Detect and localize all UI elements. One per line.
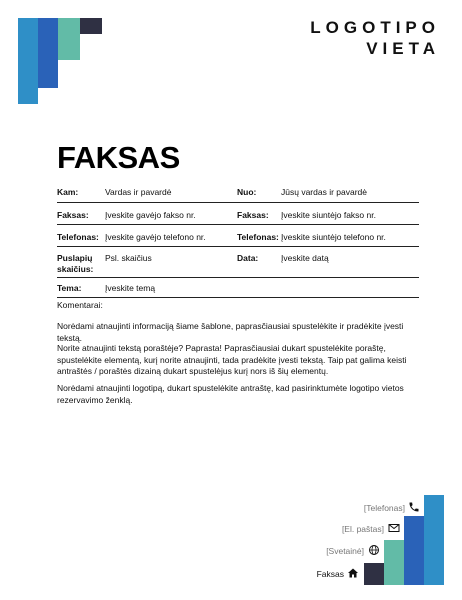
subject-label: Tema: — [57, 283, 82, 293]
to-value[interactable]: Vardas ir pavardė — [105, 187, 172, 197]
recipient-phone-value[interactable]: Įveskite gavėjo telefono nr. — [105, 232, 206, 242]
page-count-label — [57, 253, 93, 275]
globe-icon — [368, 544, 380, 556]
header-bar-teal — [58, 18, 80, 60]
header-bar-blue — [18, 18, 38, 104]
to-label: Kam: — [57, 187, 79, 197]
footer-bar-deep-blue — [404, 516, 424, 585]
sender-phone-label: Telefonas: — [237, 232, 279, 242]
page-title[interactable]: FAKSAS — [57, 140, 180, 175]
header-bar-navy — [80, 18, 102, 34]
body-paragraph[interactable]: Norėdami atnaujinti logotipą, dukart spustelėkite antraštę, kad pasirinktumėte logotipo vietos rezervavimo ženklą. — [57, 383, 404, 405]
page-count-value[interactable]: Psl. skaičius — [105, 253, 152, 263]
row-divider — [57, 277, 419, 278]
row-divider — [57, 202, 419, 203]
header-bar-deep-blue — [38, 18, 58, 88]
footer-website[interactable]: [Svetainė] — [326, 546, 364, 556]
logo-placeholder-line2[interactable]: VIETA — [366, 39, 440, 58]
footer-bar-navy — [364, 563, 384, 585]
from-value[interactable]: Jūsų vardas ir pavardė — [281, 187, 367, 197]
row-divider — [57, 246, 419, 247]
page-count-label-line2: skaičius: — [57, 264, 94, 274]
phone-icon — [408, 501, 420, 513]
subject-value[interactable]: Įveskite temą — [105, 283, 156, 293]
comments-label: Komentarai: — [57, 300, 103, 310]
footer-phone[interactable]: [Telefonas] — [363, 503, 405, 513]
footer-fax[interactable]: Faksas — [316, 569, 344, 579]
recipient-phone-label: Telefonas: — [57, 232, 99, 242]
body-paragraph[interactable]: Norite atnaujinti tekstą poraštėje? Paprasta! Paprasčiausiai dukart spustelėkite poraštę, spustelėkite elementą, kurį norite atnaujinti, tada pradėkite įvesti tekstą. Taip pat galima keisti antraštės / poraštės dizainą dukart spustelėjus kurį nors iš šių elementų. — [57, 343, 407, 376]
envelope-icon — [388, 522, 400, 534]
date-value[interactable]: Įveskite datą — [281, 253, 329, 263]
recipient-fax-value[interactable]: Įveskite gavėjo fakso nr. — [105, 210, 196, 220]
footer-email[interactable]: [El. paštas] — [341, 524, 384, 534]
sender-fax-value[interactable]: Įveskite siuntėjo fakso nr. — [281, 210, 376, 220]
row-divider — [57, 297, 419, 298]
row-divider — [57, 224, 419, 225]
page-count-label-line1: Puslapių — [57, 253, 93, 263]
date-label: Data: — [237, 253, 259, 263]
footer-bar-blue — [424, 495, 444, 585]
sender-phone-value[interactable]: Įveskite siuntėjo telefono nr. — [281, 232, 386, 242]
footer-bar-teal — [384, 540, 404, 585]
body-paragraph[interactable]: Norėdami atnaujinti informaciją šiame šablone, paprasčiausiai spustelėkite ir pradėkite įvesti tekstą. — [57, 321, 404, 343]
recipient-fax-label: Faksas: — [57, 210, 89, 220]
from-label: Nuo: — [237, 187, 257, 197]
logo-placeholder-line1[interactable]: LOGOTIPO — [310, 18, 440, 37]
sender-fax-label: Faksas: — [237, 210, 269, 220]
home-icon — [347, 567, 359, 579]
